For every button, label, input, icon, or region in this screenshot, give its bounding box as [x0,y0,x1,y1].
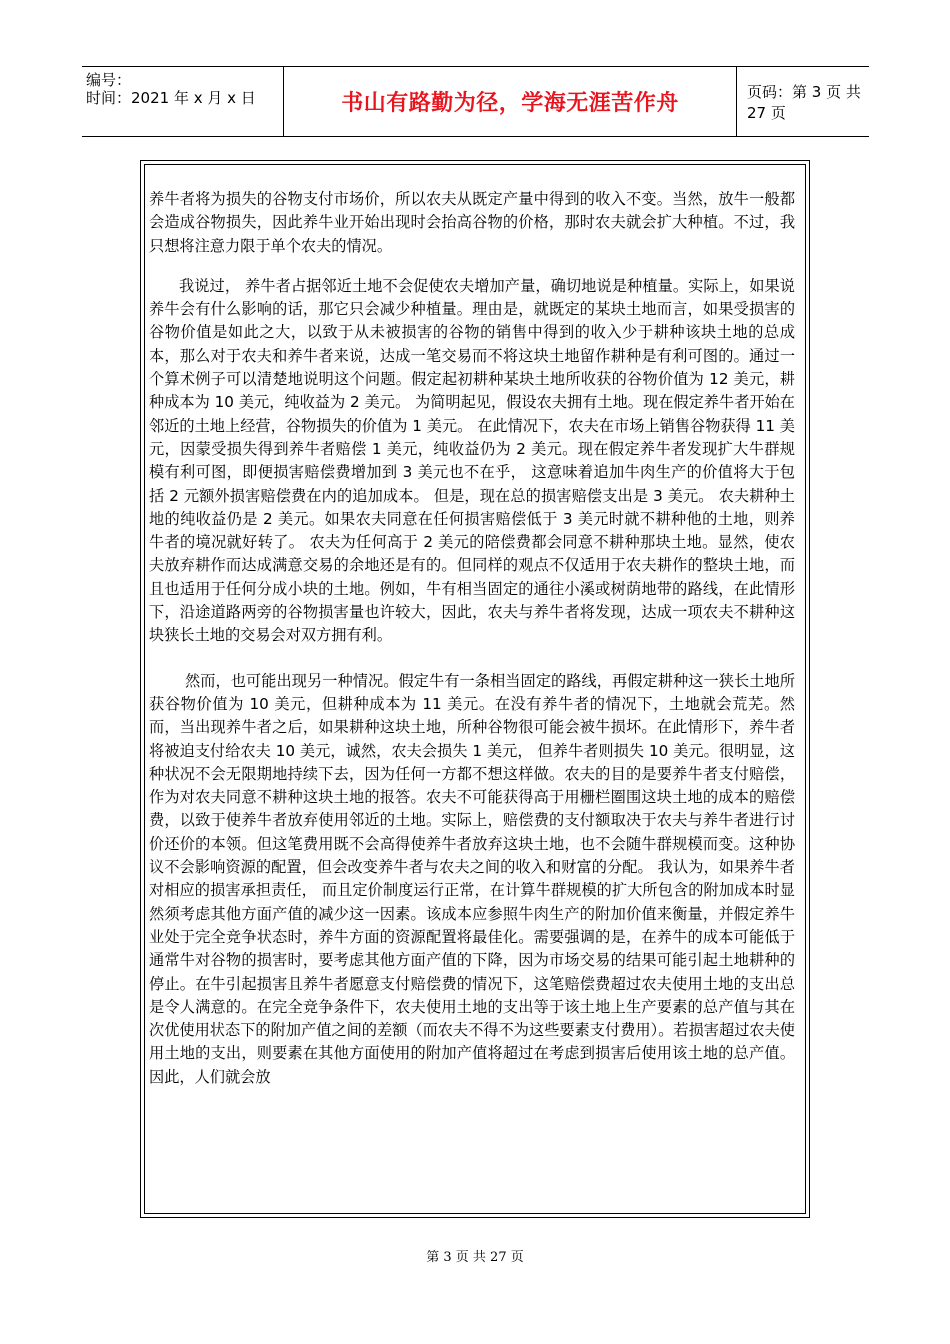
document-number-label: 编号： [86,71,132,89]
page-header [82,66,869,137]
paragraph-2: 我说过， 养牛者占据邻近土地不会促使农夫增加产量，确切地说是种植量。实际上，如果说养牛会有什么影响的话，那它只会减少种植量。理由是，就既定的某块土地而言，如果受损害的谷物价值是如此之大，以致于从未被损害的谷物的销售中得到的收入少于耕种该块土地的总成本，那么对于农夫和养牛者来说，达成一笔交易而不将这块土地留作耕种是有利可图的。通过一个算术例子可以清楚地说明这个问题。假定起初耕种某块土地所收获的谷物价值为 12 美元，耕种成本为 10 美元，纯收益为 2 美元。 为简明起见，假设农夫拥有土地。现在假定养牛者开始在邻近的土地上经营，谷物损失的价值为 1 美元。 在此情况下，农夫在市场上销售谷物获得 11 美元，因蒙受损失得到养牛者赔偿 1 美元，纯收益仍为 2 美元。现在假定养牛者发现扩大牛群规模有利可图，即便损害赔偿费增加到 3 美元也不在乎， 这意味着追加牛肉生产的价值将大于包括 2 元额外损害赔偿费在内的追加成本。 但是，现在总的损害赔偿支出是 3 美元。 农夫耕种土地的纯收益仍是 2 美元。如果农夫同意在任何损害赔偿低于 3 美元时就不耕种他的土地，则养牛者的境况就好转了。 农夫为任何高于 2 美元的陪偿费都会同意不耕种那块土地。显然，使农夫放弃耕作而达成满意交易的余地还是有的。但同样的观点不仅适用于农夫耕作的整块土地，而且也适用于任何分成小块的土地。例如，牛有相当固定的通往小溪或树荫地带的路线，在此情形下，沿途道路两旁的谷物损害量也许较大，因此，农夫与养牛者将发现，达成一项农夫不耕种这块狭长土地的交易会对双方拥有利。 [149,276,795,645]
header-page-info: 页码：第 3 页 共 27 页 [747,82,861,122]
document-date-label: 时间：2021 年 x 月 x 日 [86,89,256,107]
paragraph-3: 然而，也可能出现另一种情况。假定牛有一条相当固定的路线，再假定耕种这一狭长土地所获谷物价值为 10 美元，但耕种成本为 11 美元。在没有养牛者的情况下，土地就会荒芜。然而，当出现养牛者之后，如果耕种这块土地，所种谷物很可能会被牛损坏。在此情形下，养牛者将被迫支付给农夫 10 美元，诚然，农夫会损失 1 美元， 但养牛者则损失 10 美元。很明显，这种状况不会无限期地持续下去，因为任何一方都不想这样做。农夫的目的是要养牛者支付赔偿，作为对农夫同意不耕种这块土地的报答。农夫不可能获得高于用栅栏圈围这块土地的成本的赔偿费，以致于使养牛者放弃使用邻近的土地。实际上，赔偿费的支付额取决于农夫与养牛者进行讨价还价的本领。但这笔费用既不会高得使养牛者放弃这块土地，也不会随牛群规模而变。这种协议不会影响资源的配置，但会改变养牛者与农夫之间的收入和财富的分配。 我认为，如果养牛者对相应的损害承担责任， 而且定价制度运行正常，在计算牛群规模的扩大所包含的附加成本时显然须考虑其他方面产值的减少这一因素。该成本应参照牛肉生产的附加价值来衡量，并假定养牛业处于完全竞争状态时，养牛方面的资源配置将最佳化。需要强调的是，在养牛的成本可能低于通常牛对谷物的损害时，要考虑其他方面产值的下降，因为市场交易的结果可能引起土地耕种的停止。在牛引起损害且养牛者愿意支付赔偿费的情况下，这笔赔偿费超过农夫使用土地的支出总是令人满意的。在完全竞争条件下，农夫使用土地的支出等于该土地上生产要素的总产值与其在次优使用状态下的附加产值之间的差额（而农夫不得不为这些要素支付费用）。若损害超过农夫使用土地的支出，则要素在其他方面使用的附加产值将超过在考虑到损害后使用该土地的总产值。因此，人们就会放 [149,671,795,1086]
paragraph-1: 养牛者将为损失的谷物支付市场价，所以农夫从既定产量中得到的收入不变。当然，放牛一般都会造成谷物损失，因此养牛业开始出现时会抬高谷物的价格，那时农夫就会扩大种植。不过，我只想将注意力限于单个农夫的情况。 [149,190,795,255]
page-footer: 第 3 页 共 27 页 [426,1250,524,1265]
document-body [149,188,795,1089]
content-frame [140,160,810,1218]
header-motto: 书山有路勤为径，学海无涯苦作舟 [283,67,737,136]
header-meta [82,67,283,136]
